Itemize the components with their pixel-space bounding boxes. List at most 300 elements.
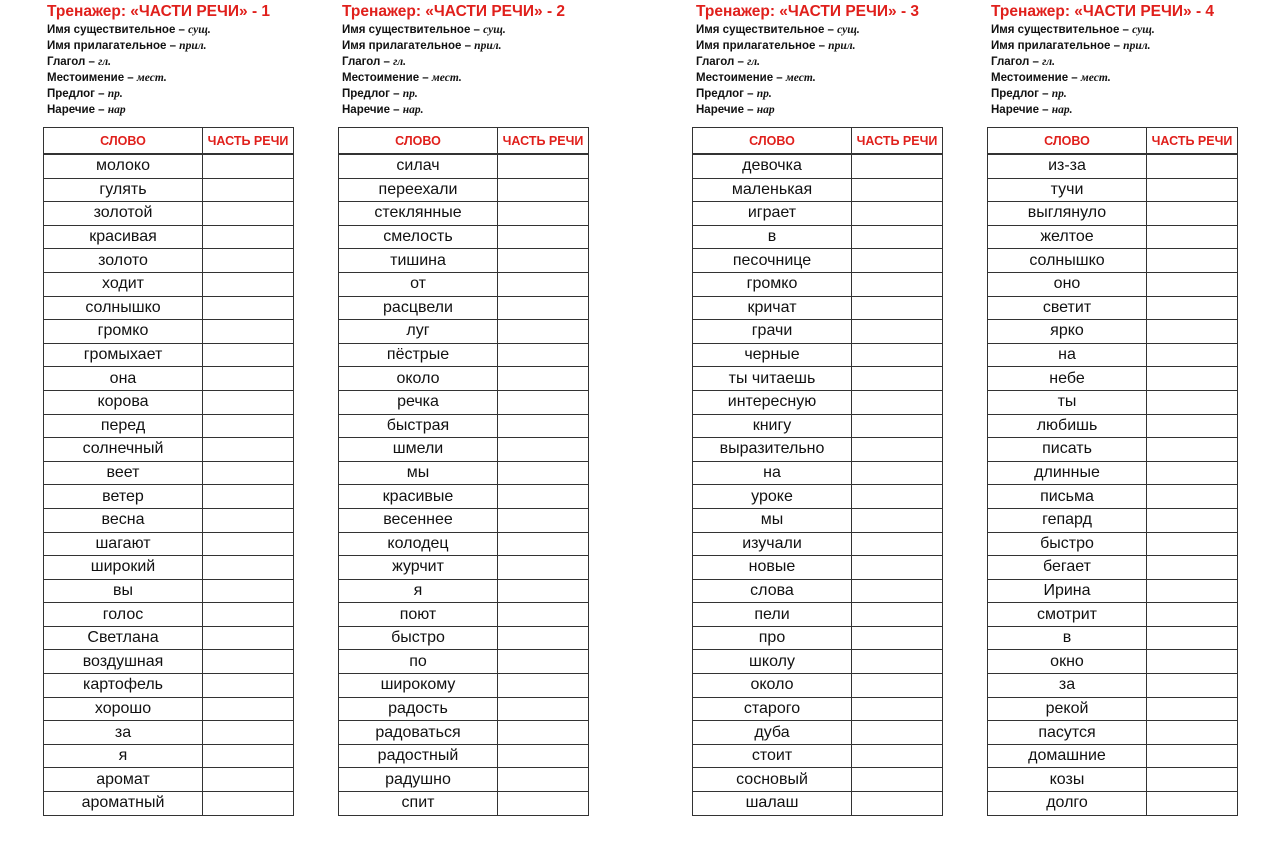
table-row: [44, 485, 294, 509]
table-row: [339, 768, 589, 792]
table-row: [44, 603, 294, 627]
legend-abbreviation: мест.: [1080, 72, 1111, 85]
part-of-speech-answer-cell[interactable]: [852, 650, 943, 674]
word-cell: в: [988, 626, 1147, 650]
part-of-speech-answer-cell[interactable]: [1147, 367, 1238, 391]
word-cell: девочка: [693, 155, 852, 179]
table-row: [44, 155, 294, 179]
part-of-speech-answer-cell[interactable]: [852, 320, 943, 344]
part-of-speech-answer-cell[interactable]: [203, 414, 294, 438]
word-cell: песочнице: [693, 249, 852, 273]
legend-term: Имя существительное: [991, 24, 1120, 36]
part-of-speech-answer-cell[interactable]: [852, 603, 943, 627]
table-row: [44, 414, 294, 438]
parts-of-speech-legend: [342, 22, 506, 119]
part-of-speech-answer-cell[interactable]: [1147, 532, 1238, 556]
table-row: [693, 792, 943, 816]
part-of-speech-answer-cell[interactable]: [1147, 390, 1238, 414]
legend-abbreviation: гл.: [98, 56, 112, 69]
word-cell: мы: [339, 461, 498, 485]
legend-row: [696, 54, 860, 70]
part-of-speech-answer-cell[interactable]: [203, 225, 294, 249]
part-of-speech-answer-cell[interactable]: [203, 249, 294, 273]
table-row: [339, 202, 589, 226]
part-of-speech-answer-cell[interactable]: [1147, 626, 1238, 650]
part-of-speech-answer-cell[interactable]: [852, 296, 943, 320]
part-of-speech-answer-cell[interactable]: [498, 674, 589, 698]
table-row: [44, 178, 294, 202]
word-cell: радушно: [339, 768, 498, 792]
part-of-speech-answer-cell[interactable]: [203, 155, 294, 179]
table-row: [988, 579, 1238, 603]
part-of-speech-answer-cell[interactable]: [203, 626, 294, 650]
part-of-speech-answer-cell[interactable]: [1147, 697, 1238, 721]
worksheet-title: Тренажер: «ЧАСТИ РЕЧИ» - 3: [696, 3, 920, 20]
word-cell: радостный: [339, 744, 498, 768]
part-of-speech-answer-cell[interactable]: [498, 367, 589, 391]
part-of-speech-answer-cell[interactable]: [852, 508, 943, 532]
table-row: [339, 556, 589, 580]
part-of-speech-answer-cell[interactable]: [498, 579, 589, 603]
legend-abbreviation: прил.: [474, 40, 502, 53]
part-of-speech-answer-cell[interactable]: [498, 650, 589, 674]
legend-row: [47, 86, 211, 102]
table-row: [988, 414, 1238, 438]
part-of-speech-answer-cell[interactable]: [498, 178, 589, 202]
part-of-speech-answer-cell[interactable]: [852, 461, 943, 485]
part-of-speech-answer-cell[interactable]: [1147, 178, 1238, 202]
part-of-speech-answer-cell[interactable]: [852, 485, 943, 509]
part-of-speech-answer-cell[interactable]: [498, 626, 589, 650]
word-cell: на: [988, 343, 1147, 367]
table-row: [693, 414, 943, 438]
part-of-speech-answer-cell[interactable]: [1147, 768, 1238, 792]
legend-dash: –: [94, 104, 108, 117]
table-row: [339, 178, 589, 202]
part-of-speech-answer-cell[interactable]: [852, 792, 943, 816]
part-of-speech-answer-cell[interactable]: [203, 485, 294, 509]
part-of-speech-answer-cell[interactable]: [852, 390, 943, 414]
table-row: [988, 603, 1238, 627]
part-of-speech-answer-cell[interactable]: [498, 485, 589, 509]
part-of-speech-answer-cell[interactable]: [1147, 650, 1238, 674]
part-of-speech-answer-cell[interactable]: [203, 508, 294, 532]
part-of-speech-answer-cell[interactable]: [203, 532, 294, 556]
word-cell: ты: [988, 390, 1147, 414]
legend-dash: –: [124, 72, 137, 85]
part-of-speech-answer-cell[interactable]: [1147, 225, 1238, 249]
part-of-speech-answer-cell[interactable]: [203, 343, 294, 367]
table-row: [693, 579, 943, 603]
word-cell: луг: [339, 320, 498, 344]
word-cell: рекой: [988, 697, 1147, 721]
table-row: [44, 626, 294, 650]
word-cell: ходит: [44, 272, 203, 296]
part-of-speech-answer-cell[interactable]: [498, 155, 589, 179]
part-of-speech-answer-cell[interactable]: [498, 792, 589, 816]
word-cell: выразительно: [693, 438, 852, 462]
table-row: [339, 438, 589, 462]
table-row: [988, 343, 1238, 367]
word-cell: небе: [988, 367, 1147, 391]
word-cell: ты читаешь: [693, 367, 852, 391]
word-cell: желтое: [988, 225, 1147, 249]
word-cell: шалаш: [693, 792, 852, 816]
part-of-speech-answer-cell[interactable]: [1147, 579, 1238, 603]
part-of-speech-answer-cell[interactable]: [852, 626, 943, 650]
word-cell: оно: [988, 272, 1147, 296]
part-of-speech-answer-cell[interactable]: [498, 438, 589, 462]
word-cell: широкий: [44, 556, 203, 580]
part-of-speech-answer-cell[interactable]: [852, 744, 943, 768]
table-row: [44, 532, 294, 556]
word-cell: журчит: [339, 556, 498, 580]
word-cell: поют: [339, 603, 498, 627]
words-table: [338, 127, 589, 816]
legend-dash: –: [1029, 56, 1043, 69]
table-row: [339, 249, 589, 273]
word-cell: солнышко: [44, 296, 203, 320]
table-row: [339, 626, 589, 650]
part-of-speech-answer-cell[interactable]: [498, 508, 589, 532]
part-of-speech-answer-cell[interactable]: [203, 367, 294, 391]
word-cell: аромат: [44, 768, 203, 792]
word-cell: дуба: [693, 721, 852, 745]
legend-abbreviation: пр.: [402, 88, 418, 101]
column-header-part-of-speech: ЧАСТЬ РЕЧИ: [1147, 128, 1238, 154]
legend-term: Имя прилагательное: [991, 40, 1111, 53]
table-row: [988, 367, 1238, 391]
part-of-speech-answer-cell[interactable]: [203, 390, 294, 414]
part-of-speech-answer-cell[interactable]: [498, 202, 589, 226]
part-of-speech-answer-cell[interactable]: [498, 532, 589, 556]
table-row: [339, 320, 589, 344]
table-row: [44, 461, 294, 485]
legend-row: [342, 102, 506, 118]
legend-row: [47, 38, 211, 54]
word-cell: вы: [44, 579, 203, 603]
part-of-speech-answer-cell[interactable]: [1147, 556, 1238, 580]
part-of-speech-answer-cell[interactable]: [852, 438, 943, 462]
word-cell: слова: [693, 579, 852, 603]
table-row: [988, 155, 1238, 179]
part-of-speech-answer-cell[interactable]: [203, 178, 294, 202]
table-row: [988, 744, 1238, 768]
legend-abbreviation: нар.: [1051, 104, 1073, 117]
part-of-speech-answer-cell[interactable]: [852, 249, 943, 273]
part-of-speech-answer-cell[interactable]: [498, 320, 589, 344]
legend-row: [47, 70, 211, 86]
part-of-speech-answer-cell[interactable]: [852, 202, 943, 226]
part-of-speech-answer-cell[interactable]: [203, 556, 294, 580]
word-cell: веет: [44, 461, 203, 485]
word-cell: любишь: [988, 414, 1147, 438]
word-cell: молоко: [44, 155, 203, 179]
part-of-speech-answer-cell[interactable]: [852, 721, 943, 745]
part-of-speech-answer-cell[interactable]: [203, 603, 294, 627]
table-row: [693, 650, 943, 674]
table-row: [988, 792, 1238, 816]
table-row: [339, 650, 589, 674]
part-of-speech-answer-cell[interactable]: [1147, 414, 1238, 438]
legend-term: Предлог: [991, 88, 1043, 101]
part-of-speech-answer-cell[interactable]: [498, 225, 589, 249]
word-cell: уроке: [693, 485, 852, 509]
part-of-speech-answer-cell[interactable]: [498, 390, 589, 414]
part-of-speech-answer-cell[interactable]: [203, 202, 294, 226]
table-row: [988, 485, 1238, 509]
legend-abbreviation: пр.: [756, 88, 772, 101]
table-row: [44, 768, 294, 792]
table-row: [339, 272, 589, 296]
word-cell: домашние: [988, 744, 1147, 768]
part-of-speech-answer-cell[interactable]: [1147, 202, 1238, 226]
column-header-word: СЛОВО: [988, 128, 1147, 154]
part-of-speech-answer-cell[interactable]: [852, 768, 943, 792]
word-cell: мы: [693, 508, 852, 532]
table-row: [339, 485, 589, 509]
table-row: [988, 320, 1238, 344]
part-of-speech-answer-cell[interactable]: [852, 532, 943, 556]
part-of-speech-answer-cell[interactable]: [498, 414, 589, 438]
word-cell: по: [339, 650, 498, 674]
table-row: [988, 650, 1238, 674]
part-of-speech-answer-cell[interactable]: [1147, 508, 1238, 532]
word-cell: за: [44, 721, 203, 745]
table-row: [988, 249, 1238, 273]
table-row: [693, 202, 943, 226]
table-row: [693, 508, 943, 532]
word-cell: голос: [44, 603, 203, 627]
legend-term: Имя прилагательное: [47, 40, 167, 53]
part-of-speech-answer-cell[interactable]: [498, 461, 589, 485]
part-of-speech-answer-cell[interactable]: [852, 579, 943, 603]
table-row: [988, 272, 1238, 296]
table-row: [988, 697, 1238, 721]
word-cell: корова: [44, 390, 203, 414]
legend-term: Местоимение: [342, 72, 420, 85]
table-row: [693, 296, 943, 320]
column-header-word: СЛОВО: [44, 128, 203, 154]
word-cell: красивая: [44, 225, 203, 249]
table-row: [693, 721, 943, 745]
legend-abbreviation: прил.: [1123, 40, 1151, 53]
legend-row: [991, 86, 1155, 102]
table-row: [44, 744, 294, 768]
word-cell: воздушная: [44, 650, 203, 674]
table-row: [339, 390, 589, 414]
word-cell: спит: [339, 792, 498, 816]
table-row: [693, 744, 943, 768]
word-cell: интересную: [693, 390, 852, 414]
word-cell: ветер: [44, 485, 203, 509]
words-table: [692, 127, 943, 816]
legend-row: [47, 102, 211, 118]
legend-dash: –: [85, 56, 99, 69]
part-of-speech-answer-cell[interactable]: [203, 721, 294, 745]
part-of-speech-answer-cell[interactable]: [852, 367, 943, 391]
table-row: [988, 721, 1238, 745]
legend-term: Местоимение: [991, 72, 1069, 85]
part-of-speech-answer-cell[interactable]: [203, 744, 294, 768]
worksheet-title: Тренажер: «ЧАСТИ РЕЧИ» - 4: [991, 3, 1215, 20]
table-header-row: [693, 128, 943, 154]
part-of-speech-answer-cell[interactable]: [1147, 249, 1238, 273]
word-cell: шмели: [339, 438, 498, 462]
table-row: [693, 320, 943, 344]
part-of-speech-answer-cell[interactable]: [498, 296, 589, 320]
part-of-speech-answer-cell[interactable]: [1147, 603, 1238, 627]
legend-abbreviation: гл.: [393, 56, 407, 69]
table-row: [44, 438, 294, 462]
part-of-speech-answer-cell[interactable]: [1147, 721, 1238, 745]
word-cell: писать: [988, 438, 1147, 462]
part-of-speech-answer-cell[interactable]: [203, 320, 294, 344]
part-of-speech-answer-cell[interactable]: [203, 579, 294, 603]
word-cell: за: [988, 674, 1147, 698]
part-of-speech-answer-cell[interactable]: [203, 461, 294, 485]
table-row: [44, 343, 294, 367]
legend-row: [696, 70, 860, 86]
word-cell: стеклянные: [339, 202, 498, 226]
word-cell: тучи: [988, 178, 1147, 202]
part-of-speech-answer-cell[interactable]: [203, 697, 294, 721]
legend-row: [991, 54, 1155, 70]
word-cell: золотой: [44, 202, 203, 226]
word-cell: на: [693, 461, 852, 485]
part-of-speech-answer-cell[interactable]: [498, 272, 589, 296]
word-cell: черные: [693, 343, 852, 367]
table-row: [988, 202, 1238, 226]
table-row: [44, 792, 294, 816]
part-of-speech-answer-cell[interactable]: [852, 272, 943, 296]
legend-term: Глагол: [991, 56, 1030, 69]
part-of-speech-answer-cell[interactable]: [203, 792, 294, 816]
table-row: [693, 768, 943, 792]
parts-of-speech-legend: [696, 22, 860, 119]
part-of-speech-answer-cell[interactable]: [498, 249, 589, 273]
part-of-speech-answer-cell[interactable]: [1147, 485, 1238, 509]
legend-term: Глагол: [47, 56, 86, 69]
table-row: [339, 792, 589, 816]
legend-dash: –: [743, 104, 757, 117]
legend-term: Имя прилагательное: [696, 40, 816, 53]
table-row: [693, 438, 943, 462]
part-of-speech-answer-cell[interactable]: [203, 768, 294, 792]
part-of-speech-answer-cell[interactable]: [498, 768, 589, 792]
word-cell: выглянуло: [988, 202, 1147, 226]
word-cell: стоит: [693, 744, 852, 768]
part-of-speech-answer-cell[interactable]: [1147, 461, 1238, 485]
part-of-speech-answer-cell[interactable]: [1147, 674, 1238, 698]
part-of-speech-answer-cell[interactable]: [498, 721, 589, 745]
table-row: [988, 532, 1238, 556]
word-cell: переехали: [339, 178, 498, 202]
legend-row: [342, 70, 506, 86]
table-row: [693, 178, 943, 202]
legend-abbreviation: нар: [107, 104, 126, 117]
part-of-speech-answer-cell[interactable]: [1147, 320, 1238, 344]
word-cell: бегает: [988, 556, 1147, 580]
word-cell: быстро: [339, 626, 498, 650]
legend-term: Имя существительное: [47, 24, 176, 36]
part-of-speech-answer-cell[interactable]: [498, 697, 589, 721]
part-of-speech-answer-cell[interactable]: [203, 438, 294, 462]
legend-abbreviation: нар: [756, 104, 775, 117]
table-row: [44, 508, 294, 532]
word-cell: смотрит: [988, 603, 1147, 627]
word-cell: около: [693, 674, 852, 698]
legend-abbreviation: гл.: [1042, 56, 1056, 69]
part-of-speech-answer-cell[interactable]: [852, 343, 943, 367]
table-row: [693, 367, 943, 391]
table-header-row: [44, 128, 294, 154]
word-cell: расцвели: [339, 296, 498, 320]
word-cell: Светлана: [44, 626, 203, 650]
table-row: [693, 697, 943, 721]
column-header-part-of-speech: ЧАСТЬ РЕЧИ: [498, 128, 589, 154]
part-of-speech-answer-cell[interactable]: [1147, 155, 1238, 179]
table-row: [693, 603, 943, 627]
part-of-speech-answer-cell[interactable]: [852, 155, 943, 179]
part-of-speech-answer-cell[interactable]: [852, 225, 943, 249]
part-of-speech-answer-cell[interactable]: [203, 272, 294, 296]
word-cell: радоваться: [339, 721, 498, 745]
part-of-speech-answer-cell[interactable]: [852, 674, 943, 698]
table-row: [693, 249, 943, 273]
part-of-speech-answer-cell[interactable]: [203, 296, 294, 320]
part-of-speech-answer-cell[interactable]: [498, 744, 589, 768]
part-of-speech-answer-cell[interactable]: [203, 674, 294, 698]
part-of-speech-answer-cell[interactable]: [498, 343, 589, 367]
legend-dash: –: [1119, 24, 1133, 36]
legend-abbreviation: сущ.: [1132, 24, 1155, 36]
table-row: [339, 155, 589, 179]
part-of-speech-answer-cell[interactable]: [498, 603, 589, 627]
word-cell: сосновый: [693, 768, 852, 792]
legend-abbreviation: прил.: [828, 40, 856, 53]
part-of-speech-answer-cell[interactable]: [852, 414, 943, 438]
word-cell: солнышко: [988, 249, 1147, 273]
legend-term: Предлог: [342, 88, 394, 101]
table-row: [988, 461, 1238, 485]
part-of-speech-answer-cell[interactable]: [1147, 792, 1238, 816]
part-of-speech-answer-cell[interactable]: [1147, 296, 1238, 320]
table-row: [339, 343, 589, 367]
legend-row: [342, 86, 506, 102]
legend-row: [696, 86, 860, 102]
legend-abbreviation: сущ.: [483, 24, 506, 36]
part-of-speech-answer-cell[interactable]: [852, 697, 943, 721]
legend-abbreviation: мест.: [136, 72, 167, 85]
words-table: [987, 127, 1238, 816]
table-row: [693, 556, 943, 580]
table-row: [44, 721, 294, 745]
column-header-word: СЛОВО: [339, 128, 498, 154]
part-of-speech-answer-cell[interactable]: [1147, 438, 1238, 462]
part-of-speech-answer-cell[interactable]: [203, 650, 294, 674]
table-row: [988, 674, 1238, 698]
part-of-speech-answer-cell[interactable]: [1147, 343, 1238, 367]
part-of-speech-answer-cell[interactable]: [1147, 744, 1238, 768]
legend-term: Имя существительное: [342, 24, 471, 36]
table-row: [988, 626, 1238, 650]
part-of-speech-answer-cell[interactable]: [852, 556, 943, 580]
part-of-speech-answer-cell[interactable]: [852, 178, 943, 202]
part-of-speech-answer-cell[interactable]: [1147, 272, 1238, 296]
part-of-speech-answer-cell[interactable]: [498, 556, 589, 580]
table-row: [44, 390, 294, 414]
